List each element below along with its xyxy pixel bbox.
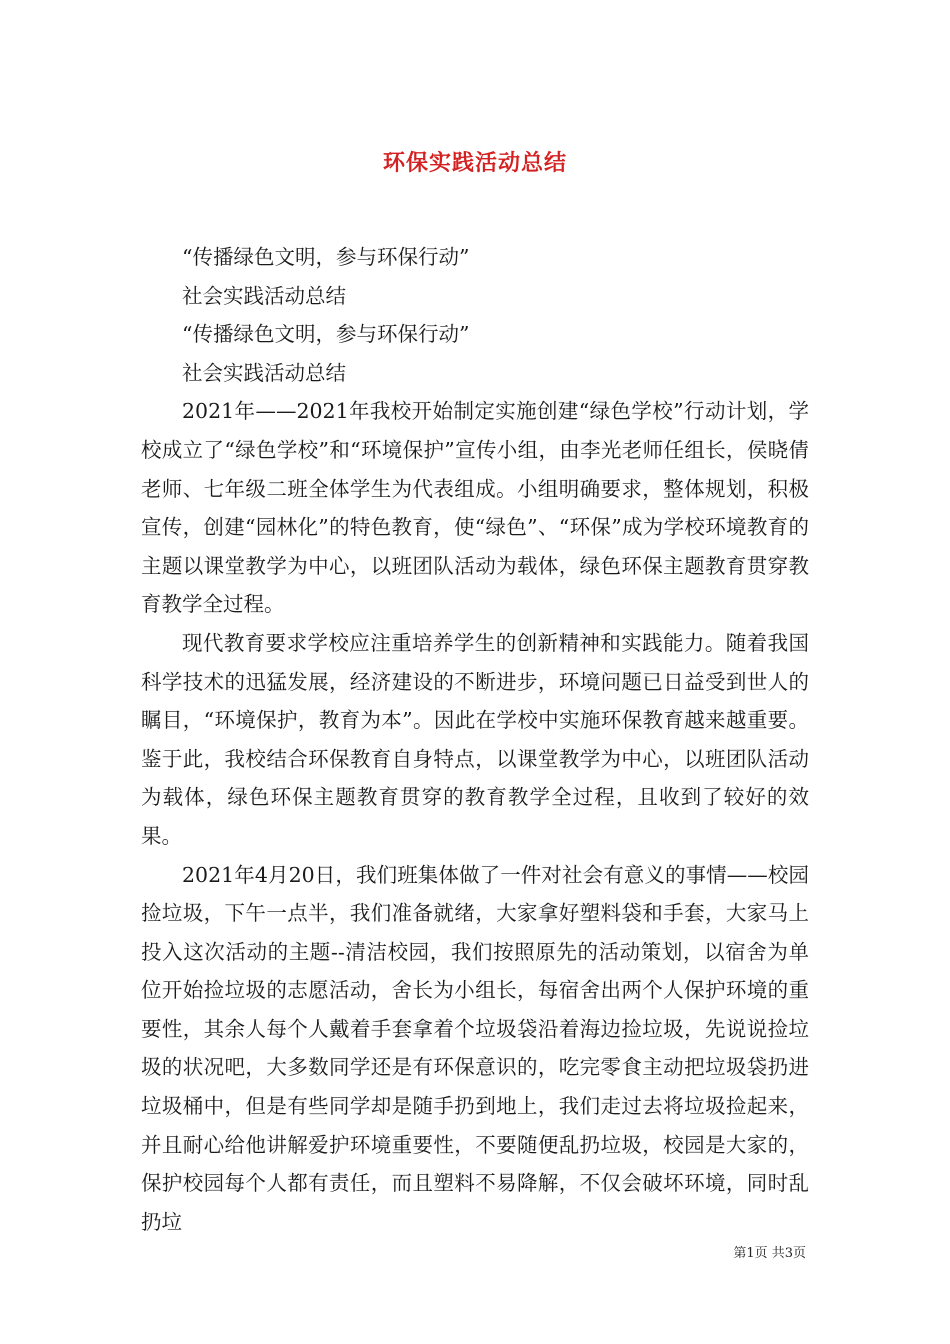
paragraph-slogan: “传播绿色文明，参与环保行动” bbox=[182, 322, 470, 347]
page-number: 第1页 共3页 bbox=[733, 1246, 806, 1261]
page-title: 环保实践活动总结 bbox=[382, 149, 567, 176]
paragraph-subtitle: 社会实践活动总结 bbox=[182, 283, 346, 308]
paragraph-subtitle: 社会实践活动总结 bbox=[182, 360, 346, 385]
document-body bbox=[141, 238, 809, 1241]
paragraph: 2021年——2021年我校开始制定实施创建“绿色学校”行动计划，学校成立了“绿色学校”和“环境保护”宣传小组，由李光老师任组长，侯晓倩老师、七年级二班全体学生为代表组成。小组明确要求，整体规划，积极宣传，创建“园林化”的特色教育，使“绿色”、“环保”成为学校环境教育的主题以课堂教学为中心，以班团队活动为载体，绿色环保主题教育贯穿教育教学全过程。 bbox=[141, 399, 809, 617]
paragraph-slogan: “传播绿色文明，参与环保行动” bbox=[182, 245, 470, 269]
paragraph: 现代教育要求学校应注重培养学生的创新精神和实践能力。随着我国科学技术的迅猛发展，经济建设的不断进步，环境问题已日益受到世人的瞩目，“环境保护，教育为本”。因此在学校中实施环保教育越来越重要。鉴于此，我校结合环保教育自身特点，以课堂教学为中心，以班团队活动为载体，绿色环保主题教育贯穿的教育教学全过程，且收到了较好的效果。 bbox=[141, 630, 809, 848]
paragraph: 2021年4月20日，我们班集体做了一件对社会有意义的事情——校园捡垃圾，下午一点半，我们准备就绪，大家拿好塑料袋和手套，大家马上投入这次活动的主题--清洁校园，我们按照原先的活动策划，以宿舍为单位开始捡垃圾的志愿活动，舍长为小组长，每宿舍出两个人保护环境的重要性，其余人每个人戴着手套拿着个垃圾袋沿着海边捡垃圾，先说说捡垃圾的状况吧，大多数同学还是有环保意识的，吃完零食主动把垃圾袋扔进垃圾桶中，但是有些同学却是随手扔到地上，我们走过去将垃圾捡起来，并且耐心给他讲解爱护环境重要性，不要随便乱扔垃圾，校园是大家的，保护校园每个人都有责任，而且塑料不易降解，不仅会破坏环境，同时乱扔垃 bbox=[141, 862, 809, 1234]
